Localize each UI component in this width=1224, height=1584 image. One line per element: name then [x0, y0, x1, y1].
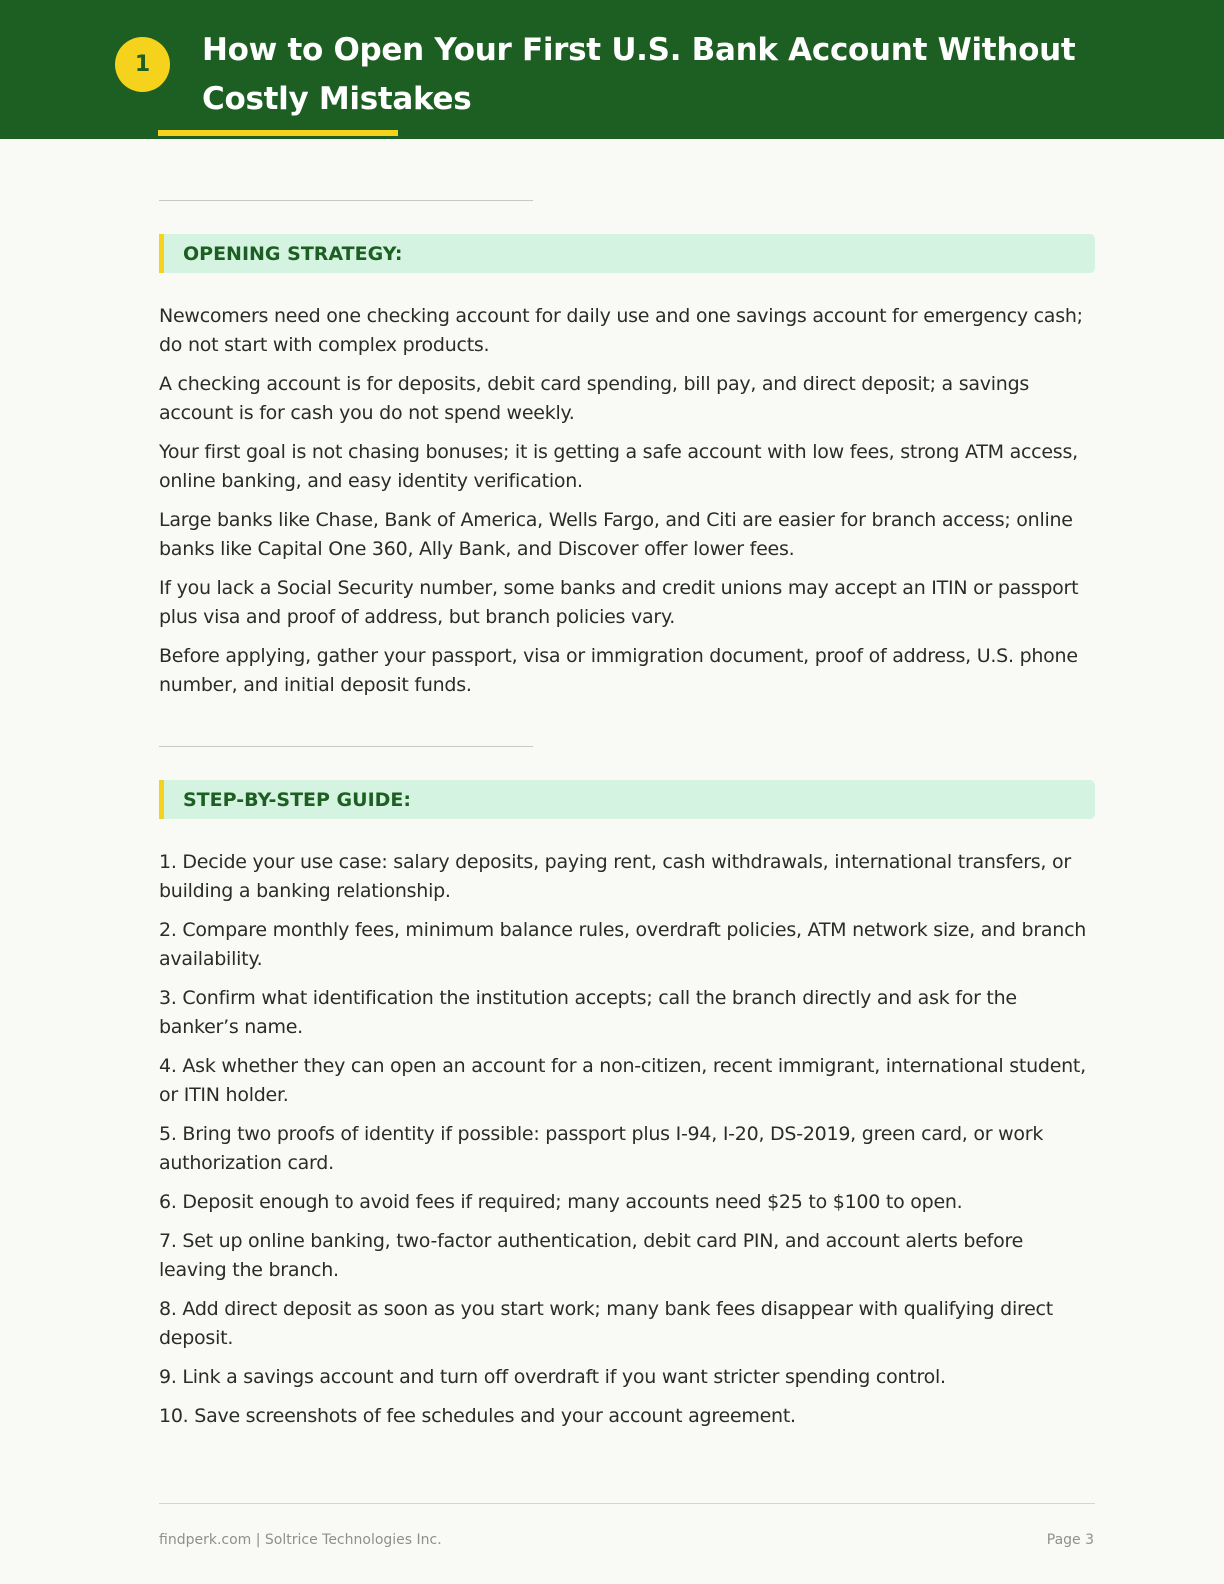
list-item: 4. Ask whether they can open an account for a non-citizen, recent immigrant, international student, or ITIN holder.: [159, 1055, 1086, 1106]
section-divider: [159, 200, 533, 201]
main-content: [159, 200, 1095, 1441]
footer-divider: [159, 1503, 1095, 1504]
section-number-badge: 1: [115, 37, 170, 92]
section-heading-opening-strategy: OPENING STRATEGY:: [159, 234, 1095, 273]
title-accent-bar: [158, 130, 398, 136]
paragraph: Newcomers need one checking account for daily use and one savings account for emergency cash; do not start with complex products.: [159, 305, 1083, 356]
footer-credit: findperk.com | Soltrice Technologies Inc.: [159, 1532, 442, 1548]
page-number: Page 3: [1046, 1532, 1094, 1548]
paragraph: A checking account is for deposits, debit card spending, bill pay, and direct deposit; a savings account is for cash you do not spend weekly.: [159, 373, 1030, 424]
paragraph: Large banks like Chase, Bank of America, Wells Fargo, and Citi are easier for branch access; online banks like Capital One 360, Ally Bank, and Discover offer lower fees.: [159, 509, 1073, 560]
list-item: 3. Confirm what identification the institution accepts; call the branch directly and ask for the banker’s name.: [159, 987, 1017, 1038]
page-title: How to Open Your First U.S. Bank Account Without Costly Mistakes: [202, 32, 1076, 117]
list-item: 6. Deposit enough to avoid fees if required; many accounts need $25 to $100 to open.: [159, 1191, 963, 1213]
list-item: 9. Link a savings account and turn off overdraft if you want stricter spending control.: [159, 1366, 946, 1388]
section-heading-step-by-step: STEP-BY-STEP GUIDE:: [159, 780, 1095, 819]
paragraph: If you lack a Social Security number, some banks and credit unions may accept an ITIN or passport plus visa and proof of address, but branch policies vary.: [159, 577, 1079, 628]
paragraph: Your first goal is not chasing bonuses; it is getting a safe account with low fees, strong ATM access, online banking, and easy identity verification.: [159, 441, 1078, 492]
list-item: 7. Set up online banking, two-factor authentication, debit card PIN, and account alerts before leaving the branch.: [159, 1230, 1024, 1281]
section-divider: [159, 746, 533, 747]
paragraph: Before applying, gather your passport, visa or immigration document, proof of address, U.S. phone number, and initial deposit funds.: [159, 645, 1078, 696]
step-by-step-list: [159, 848, 1095, 1431]
list-item: 10. Save screenshots of fee schedules and your account agreement.: [159, 1405, 796, 1427]
list-item: 5. Bring two proofs of identity if possible: passport plus I-94, I-20, DS-2019, green card, or work authorization card.: [159, 1123, 1044, 1174]
list-item: 8. Add direct deposit as soon as you start work; many bank fees disappear with qualifying direct deposit.: [159, 1298, 1053, 1349]
page-header: [0, 0, 1224, 139]
opening-strategy-body: [159, 302, 1095, 700]
list-item: 1. Decide your use case: salary deposits, paying rent, cash withdrawals, international transfers, or building a banking relationship.: [159, 851, 1071, 902]
list-item: 2. Compare monthly fees, minimum balance rules, overdraft policies, ATM network size, and branch availability.: [159, 919, 1087, 970]
